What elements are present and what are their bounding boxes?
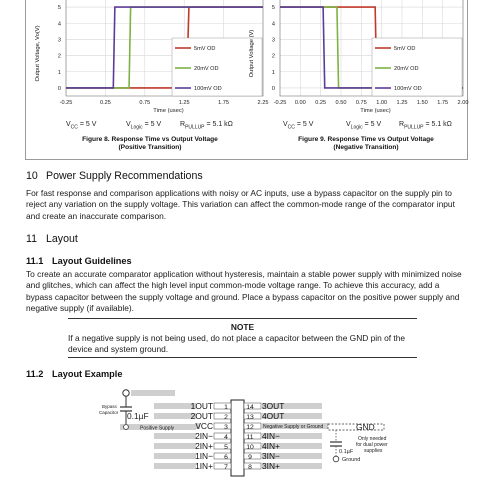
ic-pin-number-left: 1 xyxy=(224,404,228,411)
ground-bottom-pad xyxy=(333,456,339,462)
x-tick-label: 1.50 xyxy=(416,100,428,106)
x-tick-label: -0.25 xyxy=(59,100,73,106)
fig8-caption xyxy=(60,136,240,152)
note-top-rule xyxy=(68,318,417,319)
ic-pin-number-left: 4 xyxy=(224,434,228,441)
y-axis-label: Output Voltage, Vo(V) xyxy=(35,25,41,82)
ic-pin-number-left: 6 xyxy=(224,454,228,461)
x-tick-label: 0.50 xyxy=(335,100,347,106)
section-11-2-number: 11.2 xyxy=(26,369,44,379)
chart-figure-9 xyxy=(244,0,480,120)
left-pin-trace xyxy=(154,463,196,469)
fig8-cond-vcc: $V_{CC} = 5$ V xyxy=(66,121,97,131)
note-body: If a negative supply is not being used, do not place a capacitor between the GND pin of the device and system ground. xyxy=(68,333,406,355)
ic-pin-name-right: 4IN+ xyxy=(262,441,280,451)
fig9-cond-vcc: $V_{CC} = 5$ V xyxy=(283,121,314,131)
x-tick-label: 0.75 xyxy=(355,100,367,106)
ic-pin-pad-right xyxy=(244,453,261,459)
dual-supply-note-2: for dual power xyxy=(356,442,388,448)
x-tick-label: 0.00 xyxy=(294,100,306,106)
y-tick-label: 0 xyxy=(271,85,275,92)
y-tick-label: 2 xyxy=(57,53,61,60)
chart-figure-8 xyxy=(30,0,270,120)
ic-pin-name-left: 1IN− xyxy=(195,451,213,461)
ic-pin-number-right: 10 xyxy=(246,444,254,451)
ic-body xyxy=(231,400,244,476)
section-10-number: 10 xyxy=(26,170,38,182)
section-10-heading xyxy=(26,170,203,182)
fig9-caption-line1: Figure 9. Response Time vs Output Voltage xyxy=(298,136,434,143)
figure-frame-left xyxy=(25,0,26,160)
ic-pin-name-right: 3IN+ xyxy=(262,461,280,471)
section-10-title: Power Supply Recommendations xyxy=(46,170,203,182)
note-title: NOTE xyxy=(230,322,255,332)
left-pin-trace xyxy=(154,453,196,459)
x-tick-label: 1.00 xyxy=(376,100,388,106)
ic-pin-pad-left xyxy=(214,413,231,419)
ic-pin-pad-left xyxy=(214,433,231,439)
bypass-label-2: Capacitor xyxy=(99,410,119,415)
x-tick-label: 1.75 xyxy=(218,100,230,106)
left-pin-trace xyxy=(154,443,196,449)
y-tick-label: 4 xyxy=(57,21,61,28)
section-11-2-heading xyxy=(26,369,122,379)
fig8-caption-line2: (Positive Transition) xyxy=(118,144,182,151)
legend-label: 5mV OD xyxy=(194,46,216,52)
y-tick-label: 0 xyxy=(57,85,61,92)
y-axis-label: Output Voltage (V) xyxy=(249,29,255,78)
ground-top-plane xyxy=(131,390,175,396)
ic-pin-pad-right xyxy=(244,463,261,469)
y-tick-label: 4 xyxy=(271,21,275,28)
ic-pin-name-left: 2OUT xyxy=(190,411,213,421)
neg-cap-value: 0.1µF xyxy=(339,449,354,455)
negative-supply-label: Negative Supply or Ground xyxy=(263,424,324,430)
y-tick-label: 1 xyxy=(57,69,61,76)
ic-pin-name-left: VCC xyxy=(195,421,213,431)
section-11-2-title: Layout Example xyxy=(52,369,123,379)
ic-pin-pad-left xyxy=(214,453,231,459)
y-tick-label: 5 xyxy=(57,5,61,12)
ic-pin-name-right: 4IN− xyxy=(262,431,280,441)
legend-label: 20mV OD xyxy=(194,66,219,72)
section-11-1-heading xyxy=(26,256,132,266)
fig9-caption xyxy=(276,136,456,152)
bypass-label-1: Bypass xyxy=(102,404,117,409)
ground-top-pad xyxy=(123,390,129,396)
fig8-cond-rpullup: $R_{PULLUP} = 5.1$ kΩ xyxy=(180,121,233,131)
ic-pin-name-left: 1IN+ xyxy=(195,461,213,471)
fig9-cond-vlogic: $V_{Logic} = 5$ V xyxy=(346,121,382,131)
ic-pin-name-right: 4OUT xyxy=(262,411,285,421)
section-11-1-paragraph: To create an accurate comparator application without hysteresis, maintain a stable power supply with minimized noise and glitches, which can affect the high level input common-mode voltage range. To achieve this accuracy, add a bypass capacitor between the supply voltage and ground. Place a bypass capacitor on the positive power supply and negative supply (if available). xyxy=(26,269,462,314)
left-pin-trace xyxy=(154,433,196,439)
y-tick-label: 3 xyxy=(271,37,275,44)
y-tick-label: 1 xyxy=(271,69,275,76)
dual-supply-note-1: Only needed xyxy=(358,436,387,442)
ic-pin-pad-left xyxy=(214,423,231,429)
x-tick-label: 0.75 xyxy=(139,100,151,106)
y-tick-label: 2 xyxy=(271,53,275,60)
ic-pin-name-left: 2IN− xyxy=(195,431,213,441)
ic-pin-pad-left xyxy=(214,463,231,469)
x-tick-label: 2.00 xyxy=(457,100,469,106)
ic-pin-number-right: 11 xyxy=(246,434,254,441)
section-11-title: Layout xyxy=(46,233,78,245)
x-tick-label: 1.75 xyxy=(437,100,449,106)
ic-pin-name-left: 2IN+ xyxy=(195,441,213,451)
x-tick-label: 2.25 xyxy=(257,100,269,106)
y-tick-label: 5 xyxy=(271,5,275,12)
x-tick-label: 1.25 xyxy=(396,100,408,106)
ic-pin-number-left: 3 xyxy=(224,424,228,431)
section-10-paragraph: For fast response and comparison applications with noisy or AC inputs, use a bypass capacitor on the supply pin to reject any variation on the supply voltage. This variation can affect the common-mode range of the comparator input and create an inaccurate comparison. xyxy=(26,188,455,221)
ic-pin-number-left: 5 xyxy=(224,444,228,451)
section-11-1-title: Layout Guidelines xyxy=(52,256,132,266)
ic-pin-pad-left xyxy=(214,443,231,449)
ic-pin-name-left: 1OUT xyxy=(190,401,213,411)
layout-example-diagram xyxy=(0,380,484,488)
note-bottom-rule xyxy=(68,357,417,358)
ground-bottom-label: Ground xyxy=(342,457,361,463)
ic-pin-number-right: 8 xyxy=(248,464,252,471)
legend-label: 5mV OD xyxy=(394,46,416,52)
bypass-cap-value: 0.1µF xyxy=(127,411,149,421)
fig8-cond-vlogic: $V_{Logic} = 5$ V xyxy=(126,121,162,131)
ic-pin-number-right: 12 xyxy=(246,424,254,431)
legend-label: 20mV OD xyxy=(394,66,419,72)
ic-pin-name-right: 3IN− xyxy=(262,451,280,461)
legend-label: 100mV OD xyxy=(194,86,222,92)
y-tick-label: 3 xyxy=(57,37,61,44)
section-11-heading xyxy=(26,233,78,245)
section-11-1-number: 11.1 xyxy=(26,256,44,266)
x-tick-label: 1.25 xyxy=(178,100,190,106)
positive-supply-pad xyxy=(124,425,129,430)
x-tick-label: 0.25 xyxy=(99,100,111,106)
ic-pin-number-right: 14 xyxy=(246,404,254,411)
x-tick-label: -0.25 xyxy=(273,100,287,106)
ic-pin-number-right: 13 xyxy=(246,414,254,421)
ic-pin-pad-left xyxy=(214,403,231,409)
fig9-caption-line2: (Negative Transition) xyxy=(333,144,399,151)
x-tick-label: 0.25 xyxy=(315,100,327,106)
ic-pin-number-left: 2 xyxy=(224,414,228,421)
fig9-cond-rpullup: $R_{PULLUP} = 5.1$ kΩ xyxy=(399,121,452,131)
section-11-number: 11 xyxy=(26,233,37,245)
dual-supply-note-3: supplies xyxy=(364,448,383,454)
legend-label: 100mV OD xyxy=(394,86,422,92)
gnd-label: GND xyxy=(356,422,375,432)
x-axis-label: Time (usec) xyxy=(360,108,391,114)
ic-pin-name-right: 3OUT xyxy=(262,401,285,411)
ic-pin-number-right: 9 xyxy=(248,454,252,461)
x-axis-label: Time (usec) xyxy=(153,108,184,114)
ic-pin-number-left: 7 xyxy=(224,464,228,471)
fig8-caption-line1: Figure 8. Response Time vs Output Voltage xyxy=(82,136,218,143)
figure-frame-bottom xyxy=(25,159,468,160)
positive-supply-label: Positive Supply xyxy=(140,425,175,432)
